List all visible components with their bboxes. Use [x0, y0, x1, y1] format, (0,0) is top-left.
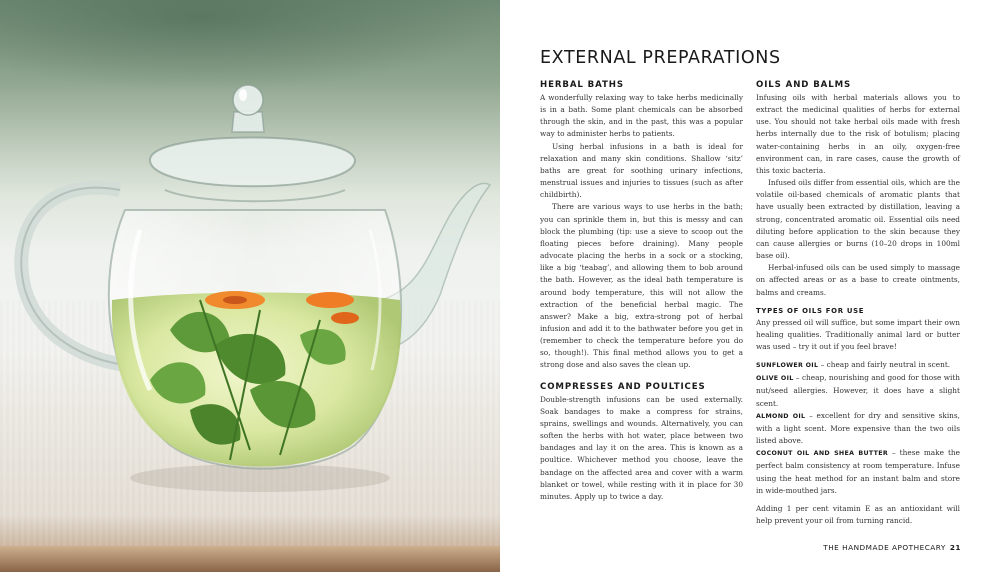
oils-balms-heading: OILS AND BALMS: [756, 80, 852, 90]
oil-item-text: – excellent for dry and sensitive skins, with a light scent. More expensive than the two oils listed above.: [756, 410, 960, 446]
left-column: [540, 79, 743, 503]
oil-item: [756, 410, 960, 447]
oil-item-name: COCONUT OIL AND SHEA BUTTER: [756, 450, 889, 458]
oil-item-name: ALMOND OIL: [756, 412, 806, 420]
herbal-baths-paragraph-3: There are various ways to use herbs in the bath; you can sprinkle them in, but this is messy and can block the plumbing (tip: use a sieve to scoop out the floating pieces before draining). Many people advocate placing the herbs in a sock or a stocking, like a big ‘teabag’, and allowing them to bob around the bath. However, as the ideal bath temperature is around body temperature, this will not allow the extraction of the beneficial herbal magic. The answer? Make a big, extra-strong pot of herbal infusion and add it to the bathwater before you get in (remember to check the temperature before you do so, though!). This final method allows you to get a strong dose and also saves the clean up.: [540, 202, 743, 370]
oil-item-text: – cheap, nourishing and good for those with nut/seed allergies. However, it does have a slight scent.: [756, 373, 961, 408]
herbal-baths-heading: HERBAL BATHS: [540, 80, 624, 90]
text-page: [500, 0, 1000, 572]
compresses-paragraph: Double-strength infusions can be used externally. Soak bandages to make a compress for strains, sprains, swellings and wounds. Alternatively, you can soften the herbs with hot water, place between two bandages and lay it on the area. This is known as a poultice. Whichever method you choose, leave the bandage on the affected area and cover with a warm blanket or towel, while resting with it in place for 30 minutes. Apply up to twice a day.: [540, 394, 743, 501]
compresses-heading: COMPRESSES AND POULTICES: [540, 381, 706, 392]
oil-item: [756, 447, 960, 497]
page-footer: [823, 543, 961, 552]
oil-item-name: SUNFLOWER OIL: [756, 362, 819, 370]
oil-item: [756, 359, 960, 372]
types-of-oils-intro: Any pressed oil will suffice, but some impart their own healing qualities. Traditionally animal lard or butter was used – try it out if you feel brave!: [756, 317, 960, 351]
oils-balms-paragraph-3: Herbal-infused oils can be used simply to massage on affected areas or as a base to create ointments, balms and creams.: [756, 263, 960, 297]
page-number: 21: [949, 543, 961, 552]
types-of-oils-closing: Adding 1 per cent vitamin E as an antioxidant will help prevent your oil from turning rancid.: [756, 503, 960, 525]
oil-item-text: – cheap and fairly neutral in scent.: [818, 360, 951, 370]
right-column: [756, 79, 960, 527]
herbal-baths-paragraph-2: Using herbal infusions in a bath is ideal for relaxation and many skin conditions. Shallow ‘sitz’ baths are great for soothing urinary infections, menstrual issues and injuries to tissues (such as after childbirth).: [540, 141, 743, 200]
oil-item-text: – these make the perfect balm consistency at room temperature. Infuse using the heat method for an instant balm and store in wide-mouthed jars.: [756, 448, 960, 495]
oil-item-name: OLIVE OIL: [756, 375, 794, 383]
types-of-oils-heading: TYPES OF OILS FOR USE: [756, 306, 865, 315]
oil-item: [756, 372, 960, 409]
herbal-baths-paragraph-1: A wonderfully relaxing way to take herbs medicinally is in a bath. Some plant chemicals can be absorbed through the skin, and in the past, this was a popular way to administer herbs to patients.: [540, 93, 743, 139]
footer-book-title: THE HANDMADE APOTHECARY: [823, 543, 946, 552]
oils-balms-paragraph-1: Infusing oils with herbal materials allows you to extract the medicinal qualities of herbs for external use. You should not take herbal oils made with fresh herbs internally due to the risk of botulism; placing water-containing herbs in an oily, oxygen-free environment can, in rare cases, cause the growth of this toxic bacteria.: [756, 93, 960, 175]
page-title: EXTERNAL PREPARATIONS: [540, 48, 781, 68]
oils-balms-paragraph-2: Infused oils differ from essential oils, which are the volatile oil-based chemicals of aromatic plants that have usually been extracted by distillation, leaving a strong, concentrated aromatic oil. Essential oils need diluting before application to the skin because they can cause allergies or burns (10–20 drops in 100ml base oil).: [756, 178, 960, 261]
